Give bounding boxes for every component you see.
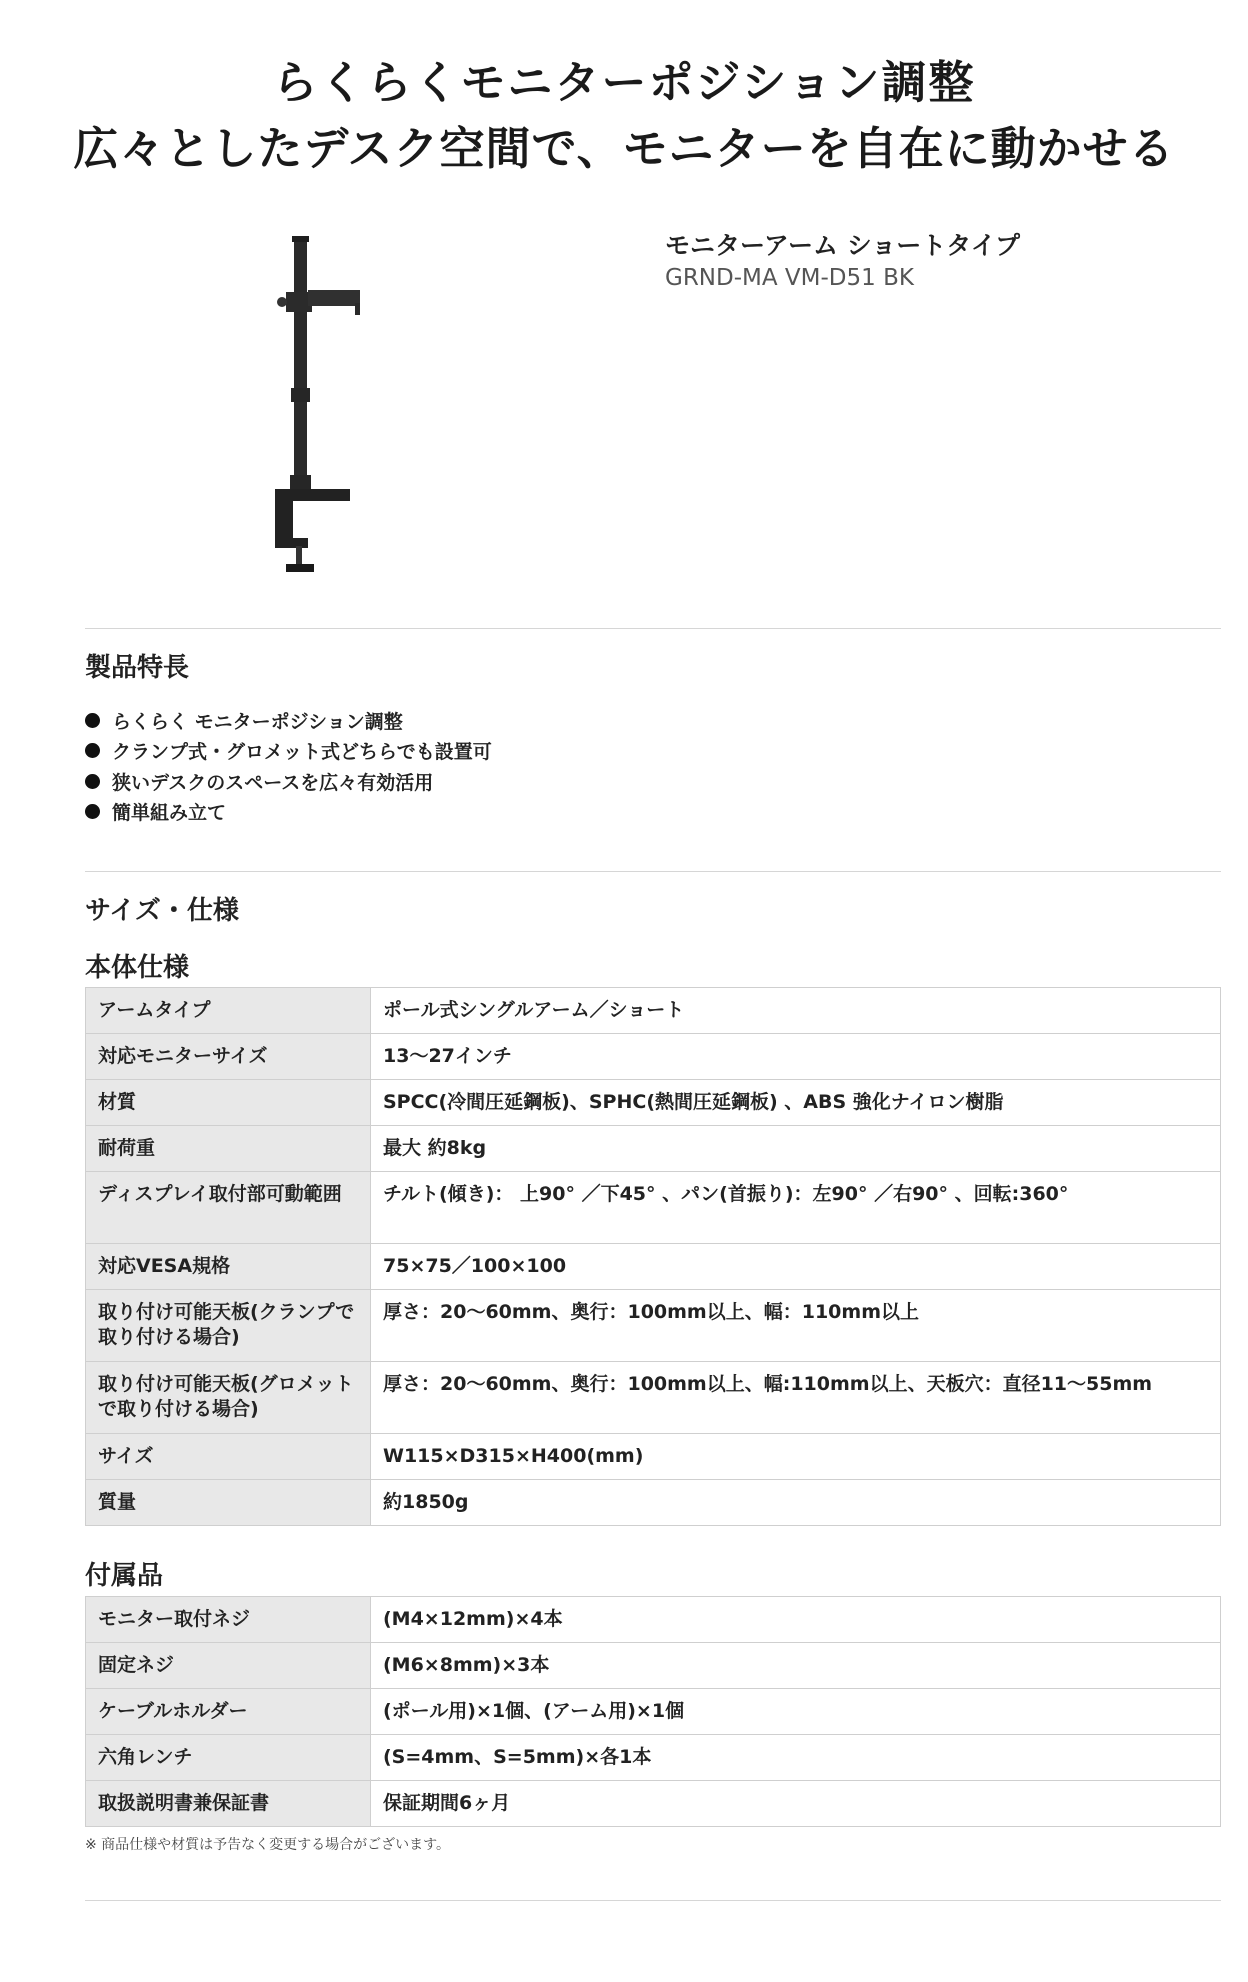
table-row: 取り付け可能天板(クランプで取り付ける場合) 厚さ：20〜60mm、奥行：100mm以上、幅：110mm以上 [86,1290,1221,1362]
divider [85,628,1221,629]
bullet-icon [85,804,100,819]
table-row: 対応モニターサイズ 13〜27インチ [86,1034,1221,1080]
body-spec-table [85,987,1221,1526]
divider [85,1900,1221,1901]
table-row: モニター取付ネジ (M4×12mm)×4本 [86,1597,1221,1643]
accessories-table [85,1596,1221,1827]
table-row: 固定ネジ (M6×8mm)×3本 [86,1643,1221,1689]
table-row: 材質 SPCC(冷間圧延鋼板)、SPHC(熱間圧延鋼板) 、ABS 強化ナイロン樹脂 [86,1080,1221,1126]
features-list [85,705,492,827]
table-row: アームタイプ ポール式シングルアーム／ショート [86,988,1221,1034]
list-item: 狭いデスクのスペースを広々有効活用 [85,766,492,797]
size-spec-title: サイズ・仕様 [85,896,239,926]
table-row: 耐荷重 最大 約8kg [86,1126,1221,1172]
bullet-icon [85,774,100,789]
table-row: ディスプレイ取付部可動範囲 チルト(傾き)： 上90° ／下45° 、パン(首振り)：左90° ／右90° 、回転:360° [86,1172,1221,1244]
body-spec-title: 本体仕様 [85,953,190,983]
product-name: モニターアーム ショートタイプ [665,231,1020,260]
table-row: 質量 約1850g [86,1480,1221,1526]
divider [85,871,1221,872]
list-item: クランプ式・グロメット式どちらでも設置可 [85,736,492,767]
table-row: サイズ W115×D315×H400(mm) [86,1434,1221,1480]
product-model: GRND-MA VM-D51 BK [665,265,914,291]
list-item: らくらく モニターポジション調整 [85,705,492,736]
monitor-arm-product-image [270,235,360,580]
table-row: 取扱説明書兼保証書 保証期間6ヶ月 [86,1781,1221,1827]
headline-line-1: らくらくモニターポジション調整 [272,56,976,109]
table-row: ケーブルホルダー (ポール用)×1個、(アーム用)×1個 [86,1689,1221,1735]
bullet-icon [85,743,100,758]
list-item: 簡単組み立て [85,797,492,828]
table-row: 取り付け可能天板(グロメットで取り付ける場合) 厚さ：20〜60mm、奥行：100mm以上、幅:110mm以上、天板穴：直径11〜55mm [86,1362,1221,1434]
headline-line-2: 広々としたデスク空間で、モニターを自在に動かせる [73,122,1175,175]
features-title: 製品特長 [85,653,190,683]
disclaimer-note: ※ 商品仕様や材質は予告なく変更する場合がございます。 [85,1837,451,1853]
bullet-icon [85,713,100,728]
table-row: 六角レンチ (S=4mm、S=5mm)×各1本 [86,1735,1221,1781]
accessories-title: 付属品 [85,1561,164,1591]
table-row: 対応VESA規格 75×75／100×100 [86,1244,1221,1290]
